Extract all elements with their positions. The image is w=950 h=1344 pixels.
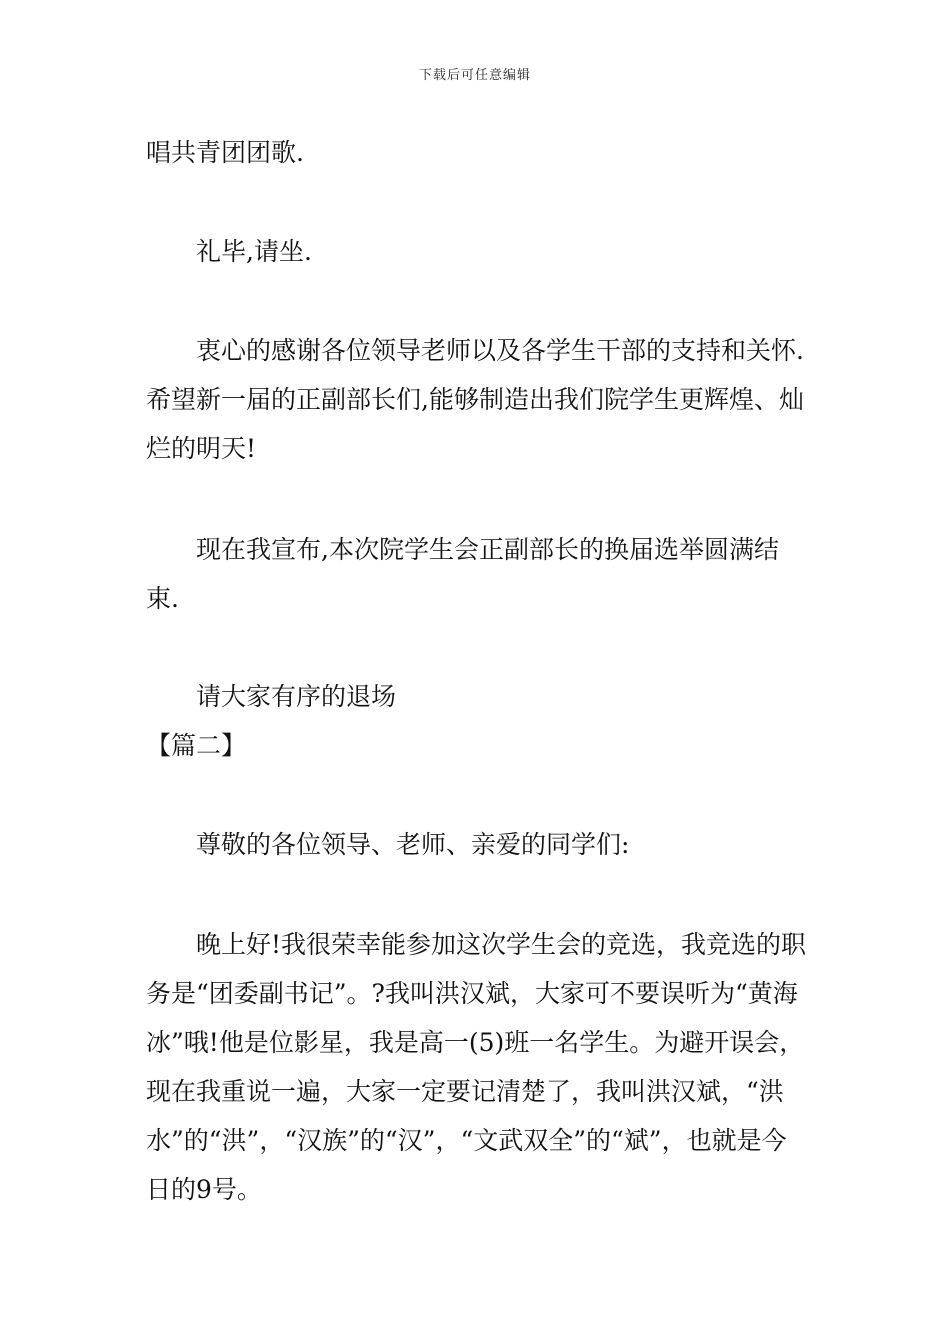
page-header: 下载后可任意编辑 bbox=[418, 68, 531, 83]
paragraph-be-seated: 礼毕,请坐. bbox=[196, 237, 312, 266]
paragraph-exit: 请大家有序的退场 bbox=[196, 682, 397, 711]
paragraph-closing-song: 唱共青团团歌. bbox=[146, 138, 304, 167]
paragraph-announcement: 现在我宣布,本次院学生会正副部长的换届选举圆满结束. bbox=[146, 535, 779, 613]
paragraph-speech-intro: 晚上好!我很荣幸能参加这次学生会的竞选，我竞选的职务是“团委副书记”。?我叫洪汉斌，大家可不要误听为“黄海冰”哦!他是位影星，我是高一(5)班一名学生。为避开误会，现在我重说一遍，大家一定要记清楚了，我叫洪汉斌，“洪水”的“洪”，“汉族”的“汉”，“文武双全”的“斌”，也就是今日的9号。 bbox=[146, 930, 807, 1204]
paragraph-salutation: 尊敬的各位领导、老师、亲爱的同学们: bbox=[196, 830, 630, 859]
section-heading-part-two: 【篇二】 bbox=[146, 731, 247, 760]
paragraph-thanks: 衷心的感谢各位领导老师以及各学生干部的支持和关怀.希望新一届的正副部长们,能够制造出我们院学生更辉煌、灿烂的明天! bbox=[146, 336, 804, 463]
